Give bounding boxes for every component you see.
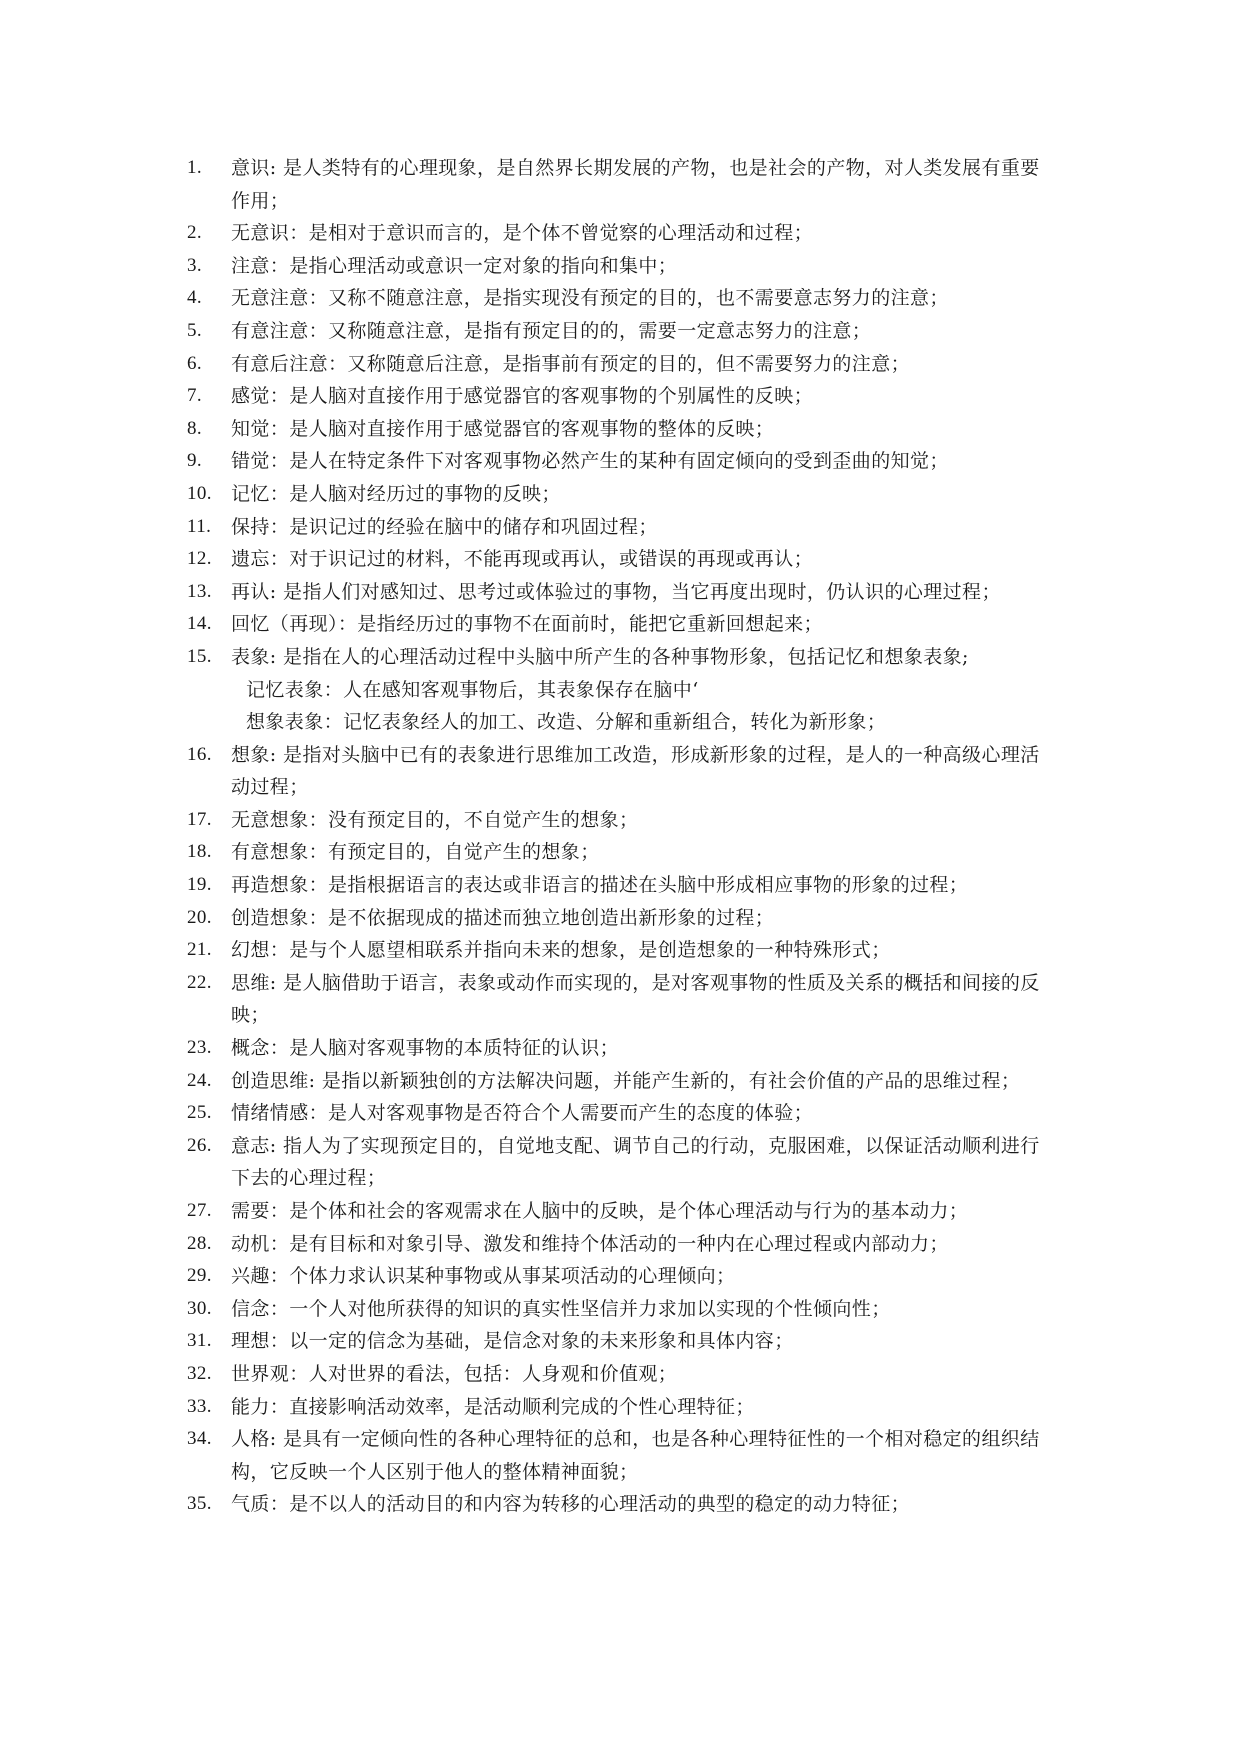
item-number: 10. — [187, 482, 212, 504]
list-item — [187, 1032, 1057, 1065]
item-number: 27. — [187, 1200, 212, 1221]
item-text: 气质：是不以人的活动目的和内容为转移的心理活动的典型的稳定的动力特征； — [231, 1493, 911, 1516]
item-number: 18. — [187, 841, 212, 863]
item-number: 4. — [187, 287, 203, 309]
list-item — [187, 445, 1057, 478]
item-text: 需要：是个体和社会的客观需求在人脑中的反映，是个体心理活动与行为的基本动力； — [231, 1200, 969, 1222]
list-item — [187, 1097, 1057, 1130]
item-number: 5. — [187, 319, 203, 341]
item-number: 1. — [187, 157, 203, 178]
item-number: 7. — [187, 385, 203, 407]
item-number: 21. — [187, 939, 212, 961]
list-item — [187, 1260, 1057, 1293]
list-item — [187, 1358, 1057, 1391]
item-number: 15. — [187, 645, 212, 667]
item-text: 思维: 是人脑借助于语言，表象或动作而实现的，是对客观事物的性质及关系的概括和间接的反映； — [231, 971, 1040, 1027]
list-item — [187, 869, 1057, 902]
item-number: 6. — [187, 352, 203, 374]
item-text: 无意想象：没有预定目的，不自觉产生的想象； — [231, 808, 639, 831]
item-text: 记忆：是人脑对经历过的事物的反映； — [231, 482, 561, 505]
list-item — [187, 217, 1057, 250]
item-number: 34. — [187, 1428, 212, 1450]
item-text: 保持：是识记过的经验在脑中的储存和巩固过程； — [231, 515, 658, 538]
list-item — [187, 511, 1057, 544]
item-text: 幻想：是与个人愿望相联系并指向未来的想象，是创造想象的一种特殊形式； — [231, 939, 891, 962]
list-item — [187, 967, 1057, 1032]
list-item — [187, 478, 1057, 511]
item-text: 知觉：是人脑对直接作用于感觉器官的客观事物的整体的反映； — [231, 417, 775, 440]
item-text: 感觉：是人脑对直接作用于感觉器官的客观事物的个别属性的反映； — [231, 385, 814, 408]
item-number: 26. — [187, 1134, 212, 1156]
item-text: 有意想象：有预定目的，自觉产生的想象； — [231, 841, 600, 864]
list-item — [187, 608, 1057, 641]
item-number: 14. — [187, 613, 212, 635]
list-item — [187, 348, 1057, 381]
item-number: 12. — [187, 548, 212, 570]
item-number: 13. — [187, 580, 212, 602]
list-item — [187, 380, 1057, 413]
list-item — [187, 250, 1057, 283]
list-item — [187, 1293, 1057, 1326]
item-number: 22. — [187, 971, 212, 993]
item-subline: 想象表象：记忆表象经人的加工、改造、分解和重新组合，转化为新形象； — [246, 711, 887, 734]
list-item — [187, 1488, 1057, 1521]
item-text: 兴趣：个体力求认识某种事物或从事某项活动的心理倾向； — [231, 1265, 736, 1288]
item-text: 信念：一个人对他所获得的知识的真实性坚信并力求加以实现的个性倾向性； — [231, 1297, 891, 1320]
item-text: 无意注意：又称不随意注意，是指实现没有预定的目的，也不需要意志努力的注意； — [231, 287, 949, 310]
item-text: 错觉：是人在特定条件下对客观事物必然产生的某种有固定倾向的受到歪曲的知觉； — [231, 450, 949, 473]
item-subline: 记忆表象：人在感知客观事物后，其表象保存在脑中‘ — [246, 678, 699, 701]
list-item — [187, 902, 1057, 935]
list-item — [187, 1195, 1057, 1228]
item-text: 无意识：是相对于意识而言的，是个体不曾觉察的心理活动和过程； — [231, 222, 814, 245]
item-text: 注意：是指心理活动或意识一定对象的指向和集中； — [231, 254, 678, 277]
item-text: 能力：直接影响活动效率，是活动顺利完成的个性心理特征； — [231, 1395, 755, 1418]
item-number: 3. — [187, 254, 203, 276]
list-item — [187, 1325, 1057, 1358]
item-text: 意志: 指人为了实现预定目的，自觉地支配、调节自己的行动，克服困难，以保证活动顺利进行下去的心理过程； — [231, 1134, 1040, 1190]
list-item — [187, 1228, 1057, 1261]
item-number: 23. — [187, 1037, 212, 1059]
item-text: 有意注意：又称随意注意，是指有预定目的的，需要一定意志努力的注意； — [231, 319, 872, 342]
item-text: 遗忘：对于识记过的材料，不能再现或再认，或错误的再现或再认； — [231, 548, 814, 571]
item-text: 有意后注意：又称随意后注意，是指事前有预定的目的，但不需要努力的注意； — [231, 352, 911, 375]
item-number: 35. — [187, 1493, 212, 1515]
item-text: 人格: 是具有一定倾向性的各种心理特征的总和，也是各种心理特征性的一个相对稳定的组织结构，它反映一个人区别于他人的整体精神面貌； — [231, 1428, 1040, 1483]
item-text: 回忆（再现）：是指经历过的事物不在面前时，能把它重新回想起来； — [231, 613, 823, 636]
item-text: 想象: 是指对头脑中已有的表象进行思维加工改造，形成新形象的过程，是人的一种高级心理活动过程； — [231, 743, 1040, 799]
item-number: 33. — [187, 1395, 212, 1417]
item-number: 25. — [187, 1102, 212, 1124]
item-text: 再造想象：是指根据语言的表达或非语言的描述在头脑中形成相应事物的形象的过程； — [231, 874, 969, 897]
item-number: 19. — [187, 874, 212, 896]
list-item — [187, 1065, 1057, 1098]
item-text: 意识: 是人类特有的心理现象，是自然界长期发展的产物，也是社会的产物，对人类发展有重要作用； — [231, 157, 1040, 212]
list-item — [187, 282, 1057, 315]
item-number: 17. — [187, 808, 212, 830]
item-body — [231, 641, 1057, 739]
list-item — [187, 576, 1057, 609]
item-text: 动机：是有目标和对象引导、激发和维持个体活动的一种内在心理过程或内部动力； — [231, 1232, 949, 1255]
item-number: 9. — [187, 450, 203, 472]
list-item — [187, 1423, 1057, 1488]
list-item — [187, 413, 1057, 446]
list-item — [187, 315, 1057, 348]
item-text: 再认: 是指人们对感知过、思考过或体验过的事物，当它再度出现时，仍认识的心理过程； — [231, 580, 1001, 603]
item-number: 16. — [187, 743, 212, 765]
definition-list — [187, 152, 1057, 1521]
list-item — [187, 1130, 1057, 1195]
item-number: 24. — [187, 1069, 212, 1091]
list-item — [187, 804, 1057, 837]
list-item — [187, 739, 1057, 804]
item-number: 8. — [187, 417, 203, 439]
item-number: 2. — [187, 222, 203, 244]
list-item — [187, 836, 1057, 869]
list-item — [187, 1391, 1057, 1424]
list-item — [187, 934, 1057, 967]
list-item — [187, 641, 1057, 739]
item-text: 创造思维: 是指以新颖独创的方法解决问题，并能产生新的，有社会价值的产品的思维过程； — [231, 1069, 1021, 1092]
item-text: 情绪情感：是人对客观事物是否符合个人需要而产生的态度的体验； — [231, 1102, 814, 1125]
item-number: 29. — [187, 1265, 212, 1287]
item-text: 创造想象：是不依据现成的描述而独立地创造出新形象的过程； — [231, 906, 775, 929]
item-number: 30. — [187, 1297, 212, 1319]
item-number: 11. — [187, 515, 212, 537]
item-text: 世界观：人对世界的看法，包括：人身观和价值观； — [231, 1362, 678, 1385]
item-text: 理想：以一定的信念为基础，是信念对象的未来形象和具体内容； — [231, 1330, 794, 1353]
item-text: 表象: 是指在人的心理活动过程中头脑中所产生的各种事物形象，包括记忆和想象表象; — [231, 645, 969, 668]
item-text: 概念：是人脑对客观事物的本质特征的认识； — [231, 1037, 620, 1060]
item-number: 31. — [187, 1330, 212, 1352]
list-item — [187, 152, 1057, 217]
item-number: 20. — [187, 906, 212, 928]
list-item — [187, 543, 1057, 576]
item-number: 32. — [187, 1362, 212, 1384]
item-number: 28. — [187, 1232, 212, 1254]
